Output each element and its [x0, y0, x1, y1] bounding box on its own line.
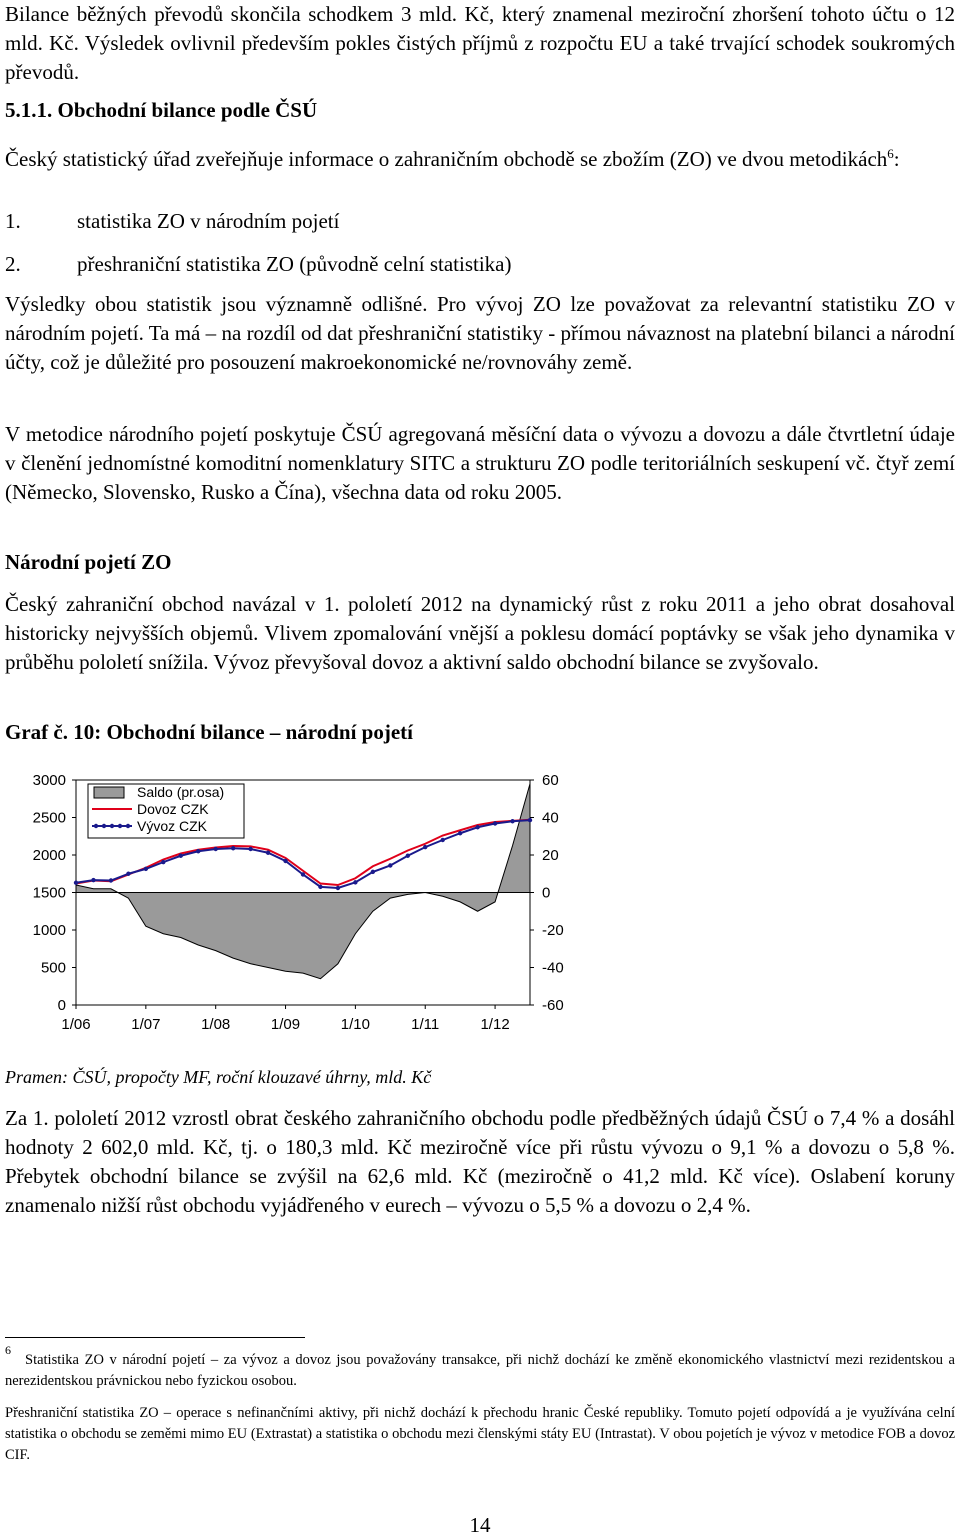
- footnote-1: [5, 1343, 955, 1392]
- x-tick-label: 1/12: [480, 1016, 510, 1033]
- vyvoz-point: [283, 859, 287, 863]
- legend-vyvoz-marker: [118, 824, 122, 828]
- y-right-tick-label: -60: [542, 997, 564, 1014]
- list-item: [5, 250, 511, 279]
- vyvoz-point: [493, 821, 497, 825]
- y-left-tick-label: 1000: [32, 922, 66, 939]
- y-right-tick-label: 20: [542, 847, 559, 864]
- x-tick-label: 1/11: [411, 1016, 440, 1033]
- list-item: [5, 207, 339, 236]
- vyvoz-point: [91, 878, 95, 882]
- list-item-text: statistika ZO v národním pojetí: [77, 209, 340, 233]
- y-right-tick-label: 40: [542, 809, 559, 827]
- y-left-tick-label: 1500: [32, 884, 66, 902]
- legend-dovoz-label: Dovoz CZK: [137, 801, 209, 817]
- vyvoz-point: [353, 880, 357, 884]
- trade-balance-chart: [0, 760, 600, 1040]
- vyvoz-point: [248, 847, 252, 851]
- vyvoz-point: [528, 818, 532, 822]
- vyvoz-point: [179, 854, 183, 858]
- x-tick-label: 1/08: [201, 1016, 231, 1033]
- methodology-national-paragraph: V metodice národního pojetí poskytuje ČSÚ agregovaná měsíční data o vývozu a dovozu a dále čtvrtletní údaje v členění jednomístné komoditní nomenklatury SITC a strukturu ZO podle teritoriálních seskupení vč. čtyř zemí (Německo, Slovensko, Rusko a Čína), všechna data od roku 2005.: [5, 422, 955, 504]
- y-right-tick-label: -20: [542, 922, 564, 939]
- methodology-colon: :: [893, 147, 900, 171]
- intro-paragraph: Bilance běžných převodů skončila schodkem 3 mld. Kč, který znamenal meziroční zhoršení tohoto účtu o 12 mld. Kč. Výsledek ovlivnil především pokles čistých příjmů z rozpočtu EU a také trvající schodek soukromých převodů.: [5, 2, 955, 84]
- list-item-text: přeshraniční statistika ZO (původně celní statistika): [77, 252, 512, 276]
- y-left-tick-label: 3000: [32, 772, 66, 789]
- vyvoz-point: [406, 854, 410, 858]
- footnote-number: 6: [5, 1343, 11, 1357]
- legend-vyvoz-label: Vývoz CZK: [137, 818, 208, 834]
- x-tick-label: 1/06: [61, 1016, 91, 1033]
- vyvoz-point: [318, 885, 322, 889]
- vyvoz-point: [266, 851, 270, 855]
- vyvoz-point: [144, 867, 148, 871]
- footnote-ref: 6: [887, 146, 894, 161]
- list-item-number: 1.: [5, 209, 21, 233]
- y-left-tick-label: 2500: [32, 809, 66, 827]
- list-item-number: 2.: [5, 252, 21, 276]
- vyvoz-point: [371, 870, 375, 874]
- vyvoz-point: [109, 878, 113, 882]
- x-tick-label: 1/10: [340, 1016, 370, 1033]
- vyvoz-point: [388, 863, 392, 867]
- vyvoz-point: [510, 819, 514, 823]
- vyvoz-point: [336, 886, 340, 890]
- vyvoz-point: [161, 860, 165, 864]
- y-right-tick-label: 0: [542, 884, 551, 902]
- results-paragraph: Výsledky obou statistik jsou významně odlišné. Pro vývoj ZO lze považovat za relevantní statistiku ZO v národním pojetí. Ta má – na rozdíl od dat přeshraniční statistiky - přímou návaznost na platební bilanci a národní účty, což je důležité pro posouzení makroekonomické ne/rovnováhy země.: [5, 292, 955, 374]
- y-right-tick-label: -40: [542, 959, 564, 977]
- y-left-tick-label: 0: [57, 997, 66, 1014]
- trade-paragraph: Český zahraniční obchod navázal v 1. pololetí 2012 na dynamický růst z roku 2011 a jeho obrat dosahoval historicky nejvyšších objemů. Vlivem zpomalování vnější a poklesu domácí poptávky se však jeho dynamika v průběhu pololetí snížila. Vývoz převyšoval dovoz a aktivní saldo obchodní bilance se zvyšovalo.: [5, 592, 955, 674]
- legend-vyvoz-marker: [126, 824, 130, 828]
- vyvoz-point: [196, 849, 200, 853]
- legend-vyvoz-marker: [110, 824, 114, 828]
- legend-saldo-swatch: [94, 787, 124, 798]
- footnote-2: Přeshraniční statistika ZO – operace s nefinančními aktivy, při nichž dochází k přechodu hranic České republiky. Tomuto pojetí odpovídá a je využívána celní statistika o obchodu se zeměmi mimo EU (Extrastat) a statistika o obchodu mezi členskými státy EU (Intrastat). V obou pojetích je vývoz v metodice FOB a dovoz CIF.: [5, 1405, 955, 1463]
- methodology-paragraph: [5, 139, 955, 174]
- x-tick-label: 1/07: [131, 1016, 161, 1033]
- page-number: 14: [469, 1513, 491, 1537]
- vyvoz-point: [440, 838, 444, 842]
- vyvoz-point: [301, 872, 305, 876]
- legend-saldo-label: Saldo (pr.osa): [137, 784, 225, 800]
- vyvoz-point: [231, 846, 235, 850]
- footnote-1-text: Statistika ZO v národní pojetí – za vývoz a dovoz jsou považovány transakce, při nichž dochází ke změně ekonomického vlastnictví mezi rezidentskou a nerezidentskou právnickou nebo fyzickou osobou.: [5, 1352, 955, 1389]
- y-left-tick-label: 2000: [32, 847, 66, 864]
- vyvoz-point: [126, 872, 130, 876]
- x-tick-label: 1/09: [270, 1016, 301, 1033]
- methodology-text: Český statistický úřad zveřejňuje informace o zahraničním obchodě se zbožím (ZO) ve dvou metodikách: [5, 147, 888, 171]
- chart-source-caption: Pramen: ČSÚ, propočty MF, roční klouzavé úhrny, mld. Kč: [5, 1067, 432, 1087]
- vyvoz-point: [458, 831, 462, 835]
- legend-vyvoz-marker: [94, 824, 98, 828]
- vyvoz-point: [74, 881, 78, 885]
- summary-paragraph: Za 1. pololetí 2012 vzrostl obrat českého zahraničního obchodu podle předběžných údajů ČSÚ o 7,4 % a dosáhl hodnoty 2 602,0 mld. Kč, tj. o 180,3 mld. Kč meziročně více při růstu vývozu o 9,1 % a dovozu o 5,8 %. Přebytek obchodní bilance se zvýšil na 62,6 mld. Kč (meziročně o 41,2 mld. Kč více). Oslabení koruny znamenalo nižší růst obchodu vyjádřeného v eurech – vývozu o 5,5 % a dovozu o 2,4 %.: [5, 1106, 955, 1217]
- footnote-divider: [5, 1337, 305, 1338]
- vyvoz-point: [475, 825, 479, 829]
- graph-title: Graf č. 10: Obchodní bilance – národní pojetí: [5, 720, 413, 744]
- section-heading: 5.1.1. Obchodní bilance podle ČSÚ: [5, 98, 318, 122]
- legend-vyvoz-marker: [102, 824, 106, 828]
- vyvoz-point: [213, 847, 217, 851]
- y-right-tick-label: 60: [542, 772, 559, 789]
- subheading: Národní pojetí ZO: [5, 550, 172, 574]
- y-left-tick-label: 500: [40, 959, 66, 977]
- vyvoz-point: [423, 845, 427, 849]
